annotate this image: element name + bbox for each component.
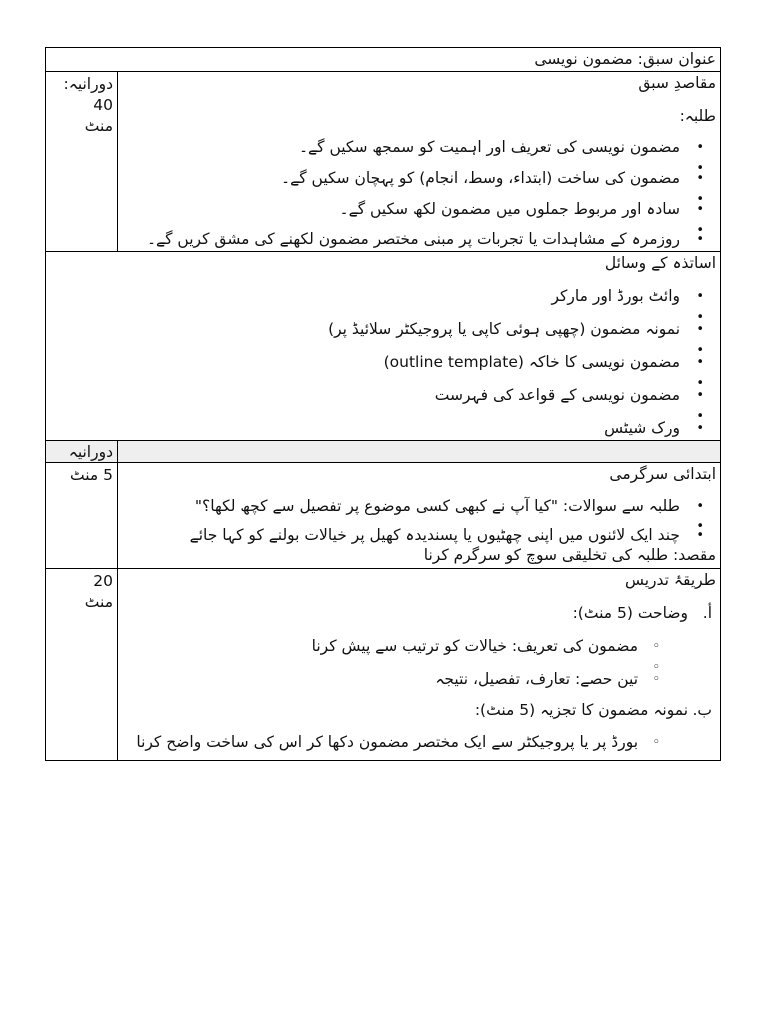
objectives-cell <box>118 72 721 252</box>
section-title: وضاحت (5 منٹ): <box>572 604 689 622</box>
teaching-duration-value: 20 <box>93 572 113 590</box>
title-row <box>46 48 721 72</box>
teaching-row <box>46 569 721 761</box>
lesson-plan-table <box>45 47 721 761</box>
teaching-duration-unit: منٹ <box>84 593 113 611</box>
objective-item: • روزمرہ کے مشاہدات یا تجربات پر مبنی مختصر مضمون لکھنے کی مشق کریں گے۔ <box>124 230 716 249</box>
opening-purpose: مقصد: طلبہ کی تخلیقی سوچ کو سرگرم کرنا <box>423 546 717 564</box>
resources-cell <box>46 252 721 441</box>
resource-item: • نمونہ مضمون (چھپی ہوئی کاپی یا پروجیکٹر سلائیڈ پر) <box>52 319 716 340</box>
teaching-cell <box>118 569 721 761</box>
lesson-title: عنوان سبق: مضمون نویسی <box>46 48 721 72</box>
section-title: نمونہ مضمون کا تجزیہ (5 منٹ): <box>474 701 689 719</box>
opening-heading: ابتدائی سرگرمی <box>609 465 717 483</box>
opening-row <box>46 463 721 569</box>
opening-cell <box>118 463 721 569</box>
teaching-heading: طریقۂ تدریس <box>624 571 717 589</box>
section-a-list <box>124 636 716 690</box>
opening-item: • طلبہ سے سوالات: "کیا آپ نے کبھی کسی موضوع پر تفصیل سے کچھ لکھا؟" <box>124 497 716 516</box>
resource-item: • مضمون نویسی کا خاکہ (outline template) <box>52 352 716 373</box>
duration-header: دورانیہ <box>46 441 118 463</box>
lesson-plan-page <box>45 47 720 761</box>
section-item: ◦ مضمون کی تعریف: خیالات کو ترتیب سے پیش کرنا <box>124 636 716 657</box>
section-item: ◦ بورڈ پر یا پروجیکٹر سے ایک مختصر مضمون دکھا کر اس کی ساخت واضح کرنا <box>124 733 716 752</box>
resource-item: • وائٹ بورڈ اور مارکر <box>52 286 716 307</box>
students-label: طلبہ: <box>679 107 717 125</box>
section-b-list <box>124 733 716 752</box>
objectives-duration-cell <box>46 72 118 252</box>
teaching-duration-cell <box>46 569 118 761</box>
resources-list <box>52 286 716 439</box>
duration-value: 40 <box>93 96 113 114</box>
objectives-row <box>46 72 721 252</box>
opening-item: • چند ایک لائنوں میں اپنی چھٹیوں یا پسندیدہ کھیل پر خیالات بولنے کو کہا جائے <box>124 526 716 545</box>
resource-item: • ورک شیٹس <box>52 418 716 439</box>
resource-item: • مضمون نویسی کے قواعد کی فہرست <box>52 385 716 406</box>
resources-row <box>46 252 721 441</box>
duration-header-blank <box>118 441 721 463</box>
duration-unit: منٹ <box>84 117 113 135</box>
section-item: ◦ تین حصے: تعارف، تفصیل، نتیجہ <box>124 669 716 690</box>
objectives-heading: مقاصدِ سبق <box>638 74 717 92</box>
teaching-section-b <box>124 700 716 721</box>
opening-list <box>124 497 716 545</box>
objective-item: • سادہ اور مربوط جملوں میں مضمون لکھ سکیں گے۔ <box>124 199 716 220</box>
objective-item: • مضمون کی ساخت (ابتداء، وسط، انجام) کو پہچان سکیں گے۔ <box>124 168 716 189</box>
section-marker: أ. <box>702 604 713 622</box>
duration-label: دورانیہ: <box>63 75 113 93</box>
teaching-section-a <box>124 603 716 624</box>
resources-heading: اساتذہ کے وسائل <box>604 254 717 272</box>
objectives-list <box>124 137 716 249</box>
opening-duration: 5 منٹ <box>46 463 118 569</box>
section-marker: ب. <box>692 701 713 719</box>
objective-item: • مضمون نویسی کی تعریف اور اہمیت کو سمجھ سکیں گے۔ <box>124 137 716 158</box>
duration-header-row <box>46 441 721 463</box>
